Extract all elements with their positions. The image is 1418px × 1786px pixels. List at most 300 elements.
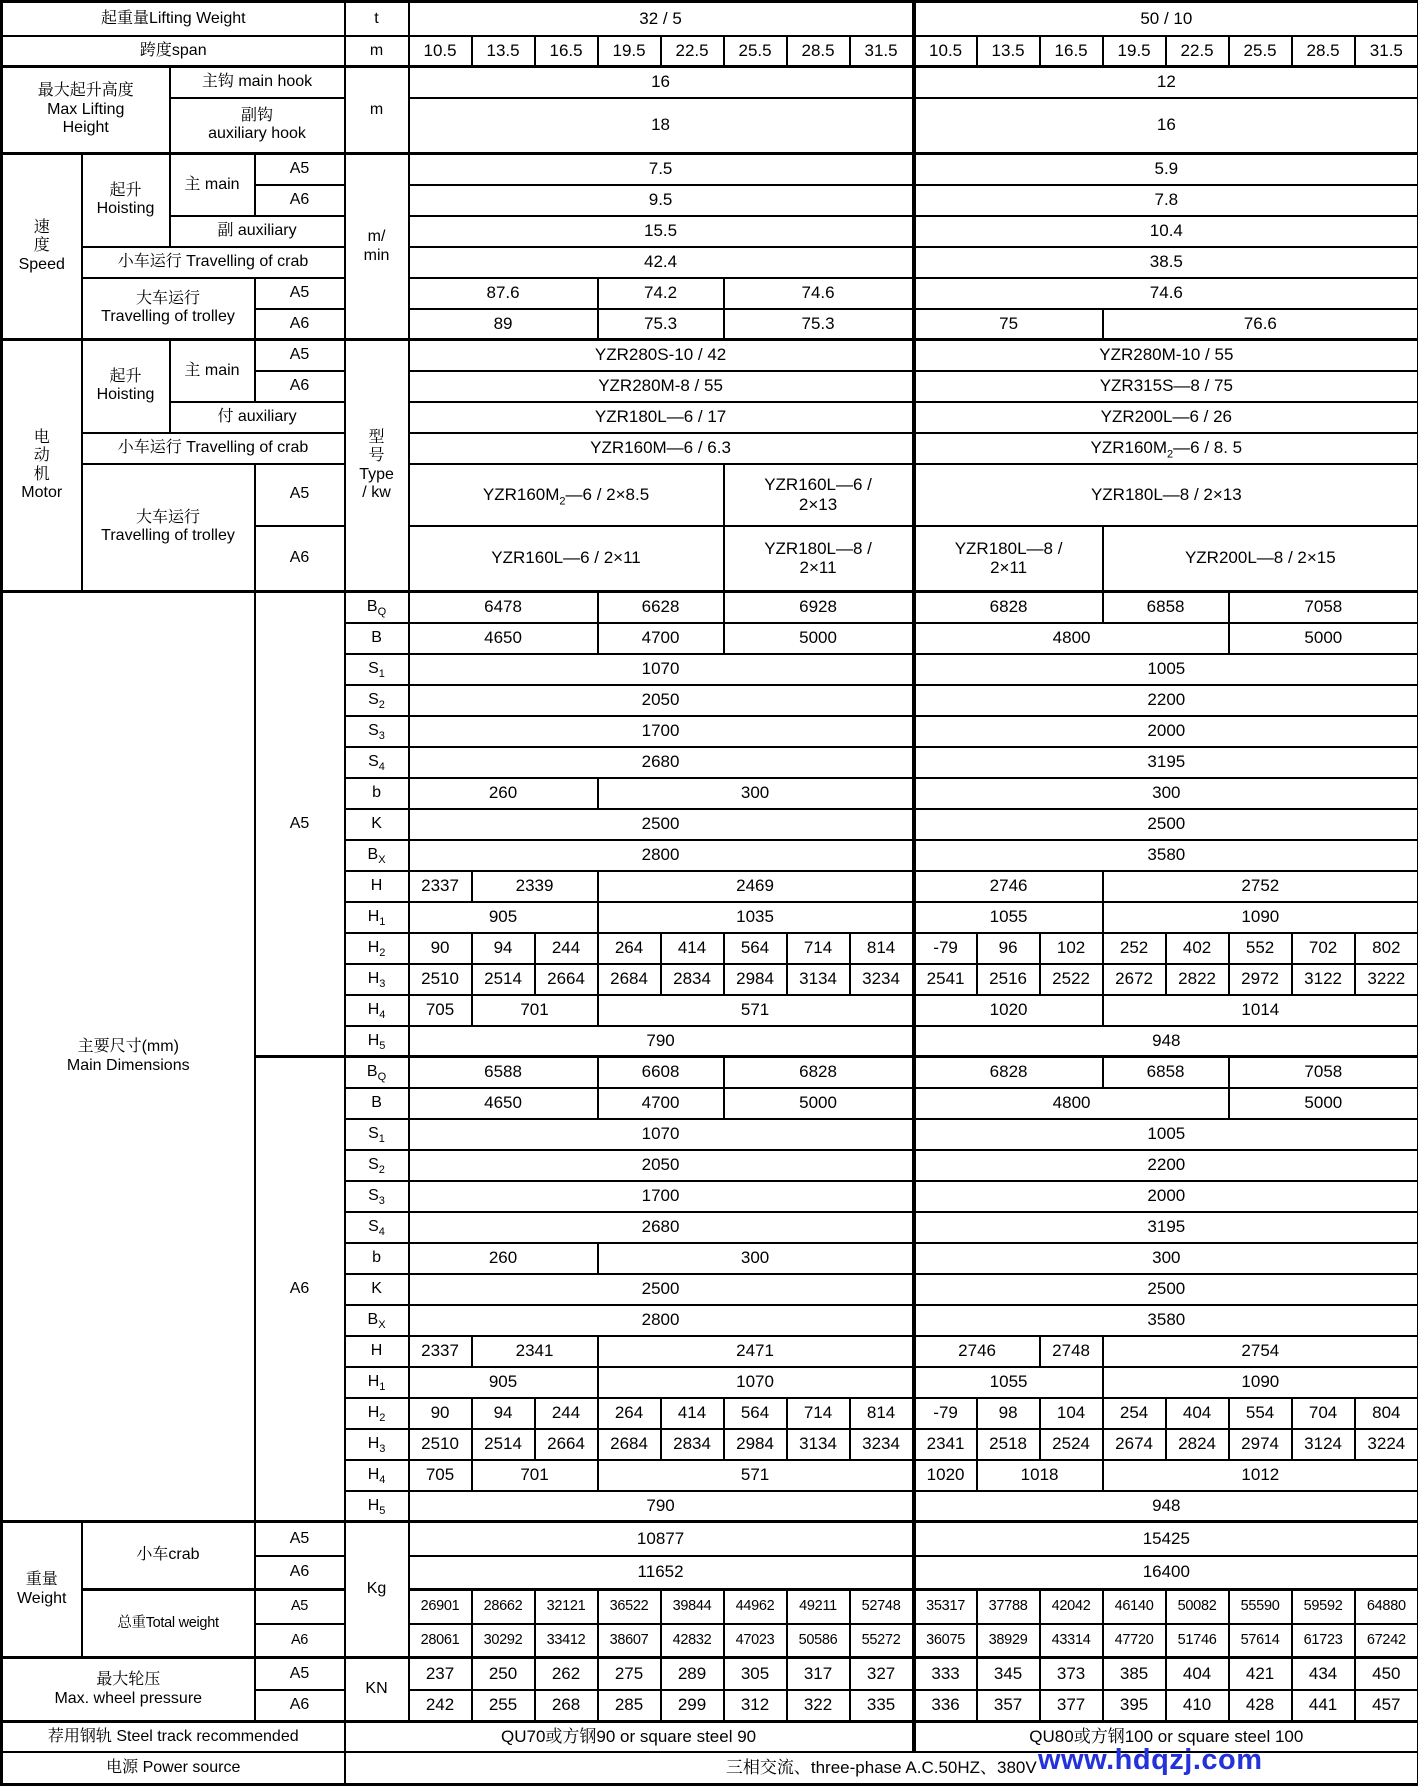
value-cell: 264 <box>598 1398 661 1429</box>
value-cell: 554 <box>1229 1398 1292 1429</box>
value-cell: 2471 <box>598 1336 914 1367</box>
duty-class-a5-dims: A5 <box>255 592 345 1057</box>
value-cell: 336 <box>914 1690 977 1722</box>
value-cell: 47720 <box>1103 1624 1166 1658</box>
label-trolley-motor: 大车运行 Travelling of trolley <box>82 464 255 592</box>
value-cell: 19.5 <box>598 36 661 67</box>
value-cell: 12 <box>914 67 1418 98</box>
value-cell: 1055 <box>914 902 1103 933</box>
value-cell: 701 <box>472 1460 598 1491</box>
value-cell: 16.5 <box>535 36 598 67</box>
dimension-symbol: $H_2$ <box>345 933 409 964</box>
value-cell: 2341 <box>914 1429 977 1460</box>
steel-track-right: QU80或方钢100 or square steel 100 <box>914 1722 1418 1752</box>
dimension-symbol: B <box>345 623 409 654</box>
value-cell: 46140 <box>1103 1590 1166 1624</box>
value-cell: 237 <box>409 1658 472 1690</box>
value-cell: 28662 <box>472 1590 535 1624</box>
label-power-source: 电源 Power source <box>2 1752 345 1785</box>
dimension-symbol: $S_1$ <box>345 1119 409 1150</box>
value-cell: 312 <box>724 1690 787 1722</box>
value-cell: 2500 <box>409 809 914 840</box>
value-cell: 36522 <box>598 1590 661 1624</box>
value-cell: 74.6 <box>914 278 1418 309</box>
duty-class-cell: A6 <box>255 1556 345 1590</box>
value-cell: 6828 <box>914 1057 1103 1088</box>
value-cell: 428 <box>1229 1690 1292 1722</box>
value-cell: 3124 <box>1292 1429 1355 1460</box>
duty-class-cell: A5 <box>255 1522 345 1556</box>
value-cell: 4700 <box>598 1088 724 1119</box>
value-cell: 55272 <box>850 1624 914 1658</box>
value-cell: 2514 <box>472 1429 535 1460</box>
value-cell: 94 <box>472 933 535 964</box>
value-cell: 317 <box>787 1658 850 1690</box>
value-cell: 2200 <box>914 1150 1418 1181</box>
value-cell: 42.4 <box>409 247 914 278</box>
value-cell: YZR160L—6 / 2×13 <box>724 464 914 526</box>
value-cell: 289 <box>661 1658 724 1690</box>
value-cell: 1700 <box>409 1181 914 1212</box>
value-cell: 564 <box>724 1398 787 1429</box>
value-cell: 327 <box>850 1658 914 1690</box>
value-cell: 268 <box>535 1690 598 1722</box>
value-cell: 30292 <box>472 1624 535 1658</box>
value-cell: 2000 <box>914 716 1418 747</box>
value-cell: 16.5 <box>1040 36 1103 67</box>
dimension-symbol: b <box>345 1243 409 1274</box>
value-cell: YZR280M-10 / 55 <box>914 340 1418 371</box>
label-weight: 重量 Weight <box>2 1522 82 1658</box>
value-cell: 300 <box>598 778 914 809</box>
value-cell: 1070 <box>409 1119 914 1150</box>
value-cell: 252 <box>1103 933 1166 964</box>
value-cell: 42042 <box>1040 1590 1103 1624</box>
dimension-symbol: $B_Q$ <box>345 1057 409 1088</box>
watermark-link[interactable]: www.hdqzj.com <box>1038 1744 1263 1776</box>
label-hoisting-speed: 起升 Hoisting <box>82 154 170 247</box>
power-source-value: 三相交流、three-phase A.C.50HZ、380V <box>345 1752 1418 1785</box>
value-cell: 1020 <box>914 995 1103 1026</box>
value-cell: 385 <box>1103 1658 1166 1690</box>
value-cell: 37788 <box>977 1590 1040 1624</box>
value-cell: 15.5 <box>409 216 914 247</box>
dimension-symbol: $S_1$ <box>345 654 409 685</box>
value-cell: 67242 <box>1355 1624 1418 1658</box>
value-cell: 4800 <box>914 1088 1229 1119</box>
value-cell: 42832 <box>661 1624 724 1658</box>
value-cell: 2500 <box>914 809 1418 840</box>
value-cell: 2664 <box>535 1429 598 1460</box>
value-cell: 38607 <box>598 1624 661 1658</box>
value-cell: 421 <box>1229 1658 1292 1690</box>
value-cell: 790 <box>409 1026 914 1057</box>
value-cell: 2746 <box>914 871 1103 902</box>
value-cell: 802 <box>1355 933 1418 964</box>
value-cell: 254 <box>1103 1398 1166 1429</box>
value-cell: 2664 <box>535 964 598 995</box>
value-cell: 11652 <box>409 1556 914 1590</box>
value-cell: 2680 <box>409 1212 914 1243</box>
value-cell: 43314 <box>1040 1624 1103 1658</box>
value-cell: 7.5 <box>409 154 914 185</box>
value-cell: 2469 <box>598 871 914 902</box>
value-cell: 705 <box>409 1460 472 1491</box>
value-cell: 1070 <box>409 654 914 685</box>
value-cell: 702 <box>1292 933 1355 964</box>
value-cell: 2524 <box>1040 1429 1103 1460</box>
duty-class-cell: A5 <box>255 154 345 185</box>
value-cell: 804 <box>1355 1398 1418 1429</box>
duty-class-cell: A6 <box>255 309 345 340</box>
value-cell: 410 <box>1166 1690 1229 1722</box>
value-cell: 64880 <box>1355 1590 1418 1624</box>
dimension-symbol: $S_2$ <box>345 685 409 716</box>
value-cell: -79 <box>914 1398 977 1429</box>
label-main-motor: 主 main <box>170 340 255 402</box>
value-cell: 16400 <box>914 1556 1418 1590</box>
dimension-symbol: $H_5$ <box>345 1491 409 1522</box>
value-cell: 39844 <box>661 1590 724 1624</box>
value-cell: 51746 <box>1166 1624 1229 1658</box>
value-cell: 75.3 <box>598 309 724 340</box>
duty-class-cell: A5 <box>255 1590 345 1624</box>
value-cell: 704 <box>1292 1398 1355 1429</box>
value-cell: 264 <box>598 933 661 964</box>
value-cell: 1090 <box>1103 902 1418 933</box>
label-max-wheel-pressure: 最大轮压 Max. wheel pressure <box>2 1658 255 1722</box>
dimension-symbol: B <box>345 1088 409 1119</box>
value-cell: 705 <box>409 995 472 1026</box>
value-cell: 395 <box>1103 1690 1166 1722</box>
value-cell: 2748 <box>1040 1336 1103 1367</box>
label-motor: 电 动 机 Motor <box>2 340 82 592</box>
value-cell: 1090 <box>1103 1367 1418 1398</box>
value-cell: 6828 <box>724 1057 914 1088</box>
value-cell: 49211 <box>787 1590 850 1624</box>
unit-height: m <box>345 67 409 154</box>
value-cell: 3195 <box>914 747 1418 778</box>
value-cell: 2514 <box>472 964 535 995</box>
value-cell: 373 <box>1040 1658 1103 1690</box>
value-cell: 13.5 <box>977 36 1040 67</box>
dimension-symbol: $S_4$ <box>345 1212 409 1243</box>
value-cell: 333 <box>914 1658 977 1690</box>
value-cell: 6628 <box>598 592 724 623</box>
value-cell: 1005 <box>914 1119 1418 1150</box>
value-cell: 1035 <box>598 902 914 933</box>
unit-lifting-weight: t <box>345 2 409 36</box>
dimension-symbol: $H_2$ <box>345 1398 409 1429</box>
value-cell: 2822 <box>1166 964 1229 995</box>
value-cell: 571 <box>598 1460 914 1491</box>
value-cell: 1005 <box>914 654 1418 685</box>
value-cell: 7058 <box>1229 1057 1418 1088</box>
value-cell: YZR315S—8 / 75 <box>914 371 1418 402</box>
dimension-symbol: $B_X$ <box>345 1305 409 1336</box>
value-cell: 571 <box>598 995 914 1026</box>
value-cell: 2754 <box>1103 1336 1418 1367</box>
value-cell: 75.3 <box>724 309 914 340</box>
value-cell: 1700 <box>409 716 914 747</box>
value-cell: YZR280S-10 / 42 <box>409 340 914 371</box>
value-cell: 94 <box>472 1398 535 1429</box>
label-total-weight: 总重Total weight <box>82 1590 255 1658</box>
value-cell: 244 <box>535 933 598 964</box>
value-cell: 10.4 <box>914 216 1418 247</box>
dimension-symbol: $H_5$ <box>345 1026 409 1057</box>
value-cell: 2341 <box>472 1336 598 1367</box>
label-travelling-of-crab: 小车运行 Travelling of crab <box>82 247 345 278</box>
value-cell: 335 <box>850 1690 914 1722</box>
value-cell: 3234 <box>850 964 914 995</box>
value-cell: 28061 <box>409 1624 472 1658</box>
duty-class-cell: A6 <box>255 371 345 402</box>
value-cell: YZR160L—6 / 2×11 <box>409 526 724 592</box>
dimension-symbol: b <box>345 778 409 809</box>
value-cell: 2834 <box>661 964 724 995</box>
value-cell: 2000 <box>914 1181 1418 1212</box>
value-cell: 3195 <box>914 1212 1418 1243</box>
label-hoisting-motor: 起升 Hoisting <box>82 340 170 433</box>
value-cell: 6828 <box>914 592 1103 623</box>
value-cell: -79 <box>914 933 977 964</box>
value-cell: 98 <box>977 1398 1040 1429</box>
value-cell: 36075 <box>914 1624 977 1658</box>
value-cell: 441 <box>1292 1690 1355 1722</box>
label-span: 跨度span <box>2 36 345 67</box>
value-cell: 13.5 <box>472 36 535 67</box>
value-cell: 38.5 <box>914 247 1418 278</box>
value-cell: 26901 <box>409 1590 472 1624</box>
value-cell: 4650 <box>409 1088 598 1119</box>
value-cell: 75 <box>914 309 1103 340</box>
value-cell: 4650 <box>409 623 598 654</box>
duty-class-cell: A5 <box>255 1658 345 1690</box>
value-cell: 414 <box>661 1398 724 1429</box>
value-cell: 6858 <box>1103 592 1229 623</box>
value-cell: YZR180L—8 / 2×13 <box>914 464 1418 526</box>
dimension-symbol: $S_4$ <box>345 747 409 778</box>
value-cell: 3134 <box>787 1429 850 1460</box>
value-cell: 552 <box>1229 933 1292 964</box>
value-cell: YZR280M-8 / 55 <box>409 371 914 402</box>
unit-wheel-pressure: KN <box>345 1658 409 1722</box>
capacity-50-10: 50 / 10 <box>914 2 1418 36</box>
value-cell: 2510 <box>409 1429 472 1460</box>
value-cell: YZR180L—8 / 2×11 <box>724 526 914 592</box>
value-cell: 89 <box>409 309 598 340</box>
dimension-symbol: $H_1$ <box>345 1367 409 1398</box>
value-cell: 22.5 <box>1166 36 1229 67</box>
value-cell: 4800 <box>914 623 1229 654</box>
value-cell: 250 <box>472 1658 535 1690</box>
value-cell: 3134 <box>787 964 850 995</box>
value-cell: 31.5 <box>850 36 914 67</box>
value-cell: 402 <box>1166 933 1229 964</box>
value-cell: 404 <box>1166 1398 1229 1429</box>
duty-class-cell: A6 <box>255 1624 345 1658</box>
value-cell: 275 <box>598 1658 661 1690</box>
value-cell: 2050 <box>409 685 914 716</box>
value-cell: 404 <box>1166 1658 1229 1690</box>
value-cell: 18 <box>409 98 914 154</box>
label-main: 主 main <box>170 154 255 216</box>
value-cell: 2684 <box>598 1429 661 1460</box>
value-cell: 564 <box>724 933 787 964</box>
steel-track-left: QU70或方钢90 or square steel 90 <box>345 1722 914 1752</box>
value-cell: 450 <box>1355 1658 1418 1690</box>
unit-motor-type: 型 号 Type / kw <box>345 340 409 592</box>
value-cell: 4700 <box>598 623 724 654</box>
unit-speed: m/ min <box>345 154 409 340</box>
value-cell: 1070 <box>598 1367 914 1398</box>
value-cell: 1012 <box>1103 1460 1418 1491</box>
value-cell: 2339 <box>472 871 598 902</box>
value-cell: YZR180L—6 / 17 <box>409 402 914 433</box>
value-cell: YZR180L—8 / 2×11 <box>914 526 1103 592</box>
value-cell: 2500 <box>914 1274 1418 1305</box>
label-crab-weight: 小车crab <box>82 1522 255 1590</box>
value-cell: 19.5 <box>1103 36 1166 67</box>
value-cell: 905 <box>409 902 598 933</box>
value-cell: 285 <box>598 1690 661 1722</box>
value-cell: 87.6 <box>409 278 598 309</box>
value-cell: 22.5 <box>661 36 724 67</box>
value-cell: 814 <box>850 933 914 964</box>
value-cell: 6928 <box>724 592 914 623</box>
value-cell: 44962 <box>724 1590 787 1624</box>
label-auxiliary-motor: 付 auxiliary <box>170 402 345 433</box>
unit-weight: Kg <box>345 1522 409 1658</box>
dimension-symbol: $H_4$ <box>345 995 409 1026</box>
value-cell: 7058 <box>1229 592 1418 623</box>
value-cell: 90 <box>409 1398 472 1429</box>
duty-class-cell: A6 <box>255 526 345 592</box>
value-cell: 25.5 <box>724 36 787 67</box>
dimension-symbol: $B_Q$ <box>345 592 409 623</box>
dimension-symbol: $H_1$ <box>345 902 409 933</box>
label-steel-track: 荐用钢轨 Steel track recommended <box>2 1722 345 1752</box>
value-cell: 3122 <box>1292 964 1355 995</box>
value-cell: 35317 <box>914 1590 977 1624</box>
value-cell: 2800 <box>409 840 914 871</box>
dimension-symbol: $S_2$ <box>345 1150 409 1181</box>
value-cell: 15425 <box>914 1522 1418 1556</box>
value-cell: 9.5 <box>409 185 914 216</box>
value-cell: 2337 <box>409 1336 472 1367</box>
value-cell: 2518 <box>977 1429 1040 1460</box>
value-cell: 345 <box>977 1658 1040 1690</box>
duty-class-cell: A6 <box>255 185 345 216</box>
value-cell: 701 <box>472 995 598 1026</box>
value-cell: 74.6 <box>724 278 914 309</box>
capacity-32-5: 32 / 5 <box>409 2 914 36</box>
value-cell: 6858 <box>1103 1057 1229 1088</box>
value-cell: 10877 <box>409 1522 914 1556</box>
value-cell: 10.5 <box>914 36 977 67</box>
value-cell: 814 <box>850 1398 914 1429</box>
value-cell: 377 <box>1040 1690 1103 1722</box>
label-main-dimensions: 主要尺寸(mm) Main Dimensions <box>2 592 255 1522</box>
dimension-symbol: $H_4$ <box>345 1460 409 1491</box>
label-main-hook: 主钩 main hook <box>170 67 345 98</box>
value-cell: 3580 <box>914 1305 1418 1336</box>
value-cell: 6478 <box>409 592 598 623</box>
value-cell: 457 <box>1355 1690 1418 1722</box>
value-cell: 714 <box>787 1398 850 1429</box>
value-cell: 2672 <box>1103 964 1166 995</box>
value-cell: 5000 <box>724 1088 914 1119</box>
value-cell: 242 <box>409 1690 472 1722</box>
unit-span: m <box>345 36 409 67</box>
value-cell: 2974 <box>1229 1429 1292 1460</box>
label-speed: 速 度 Speed <box>2 154 82 340</box>
dimension-symbol: K <box>345 809 409 840</box>
value-cell: 16 <box>914 98 1418 154</box>
value-cell: 59592 <box>1292 1590 1355 1624</box>
value-cell: 948 <box>914 1491 1418 1522</box>
value-cell: 2516 <box>977 964 1040 995</box>
value-cell: 2824 <box>1166 1429 1229 1460</box>
dimension-symbol: $B_X$ <box>345 840 409 871</box>
value-cell: 1014 <box>1103 995 1418 1026</box>
value-cell: 2834 <box>661 1429 724 1460</box>
value-cell: 57614 <box>1229 1624 1292 1658</box>
value-cell: 322 <box>787 1690 850 1722</box>
value-cell: 6588 <box>409 1057 598 1088</box>
value-cell: 2541 <box>914 964 977 995</box>
duty-class-cell: A5 <box>255 464 345 526</box>
value-cell: 55590 <box>1229 1590 1292 1624</box>
value-cell: 357 <box>977 1690 1040 1722</box>
dimension-symbol: $S_3$ <box>345 1181 409 1212</box>
value-cell: 3234 <box>850 1429 914 1460</box>
value-cell: 244 <box>535 1398 598 1429</box>
value-cell: 16 <box>409 67 914 98</box>
dimension-symbol: K <box>345 1274 409 1305</box>
value-cell: 255 <box>472 1690 535 1722</box>
value-cell: 32121 <box>535 1590 598 1624</box>
value-cell: YZR160M—6 / 6.3 <box>409 433 914 464</box>
value-cell: YZR200L—6 / 26 <box>914 402 1418 433</box>
value-cell: 905 <box>409 1367 598 1398</box>
dimension-symbol: H <box>345 1336 409 1367</box>
value-cell: 5000 <box>724 623 914 654</box>
value-cell: 33412 <box>535 1624 598 1658</box>
value-cell: 96 <box>977 933 1040 964</box>
value-cell: 300 <box>598 1243 914 1274</box>
dimension-symbol: $H_3$ <box>345 964 409 995</box>
value-cell: 90 <box>409 933 472 964</box>
value-cell: 52748 <box>850 1590 914 1624</box>
label-crab-motor: 小车运行 Travelling of crab <box>82 433 345 464</box>
value-cell: 7.8 <box>914 185 1418 216</box>
dimension-symbol: $S_3$ <box>345 716 409 747</box>
value-cell: 5.9 <box>914 154 1418 185</box>
value-cell: 3224 <box>1355 1429 1418 1460</box>
value-cell: 300 <box>914 778 1418 809</box>
value-cell: 50586 <box>787 1624 850 1658</box>
duty-class-cell: A5 <box>255 278 345 309</box>
value-cell: 2522 <box>1040 964 1103 995</box>
value-cell: 74.2 <box>598 278 724 309</box>
label-lifting-weight: 起重量Lifting Weight <box>2 2 345 36</box>
value-cell: 76.6 <box>1103 309 1418 340</box>
value-cell: 2984 <box>724 964 787 995</box>
duty-class-a6-dims: A6 <box>255 1057 345 1522</box>
value-cell: 262 <box>535 1658 598 1690</box>
